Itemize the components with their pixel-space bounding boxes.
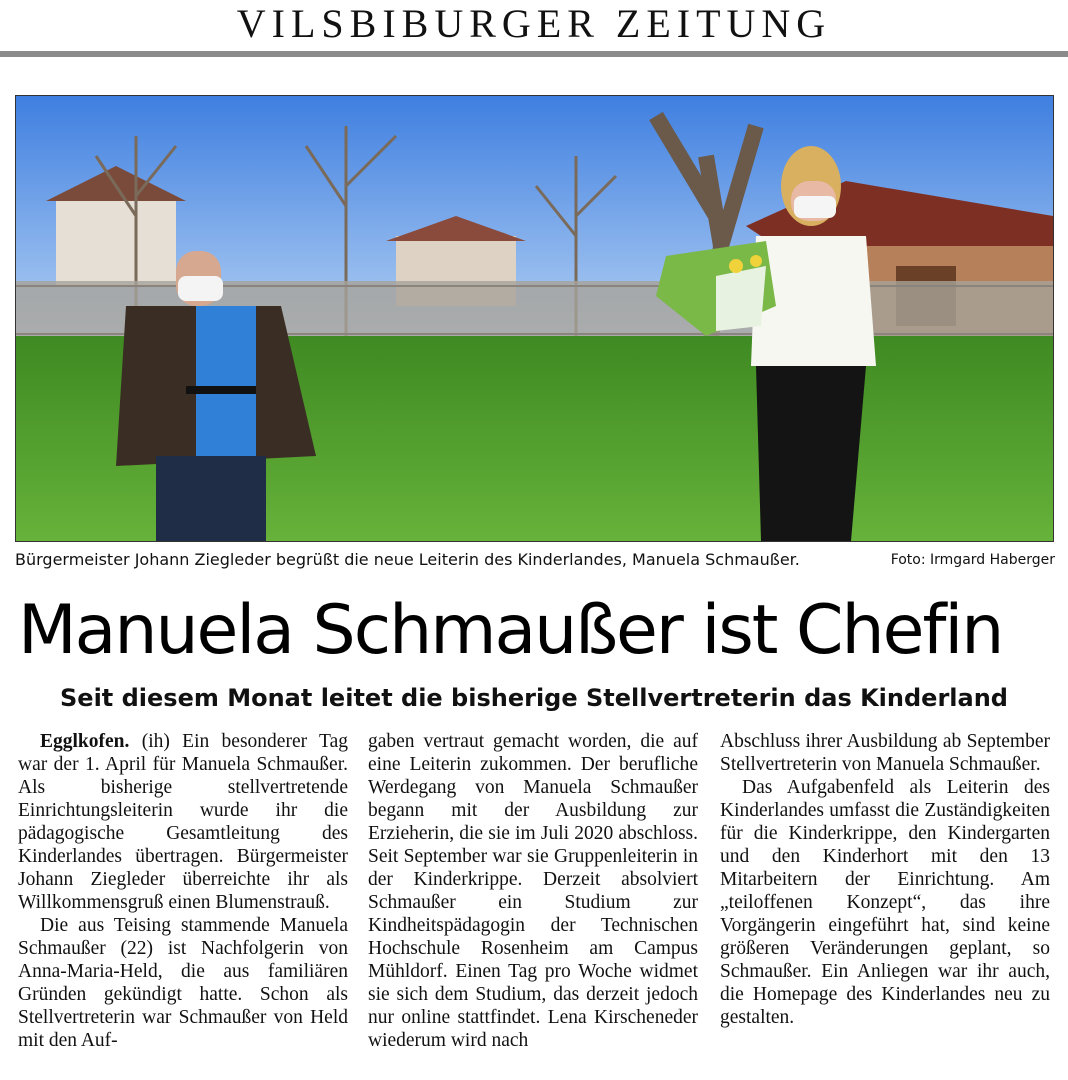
photo-caption-bar [15,546,1055,574]
article-paragraph: Das Aufgabenfeld als Leiterin des Kinderlandes umfasst die Zuständigkeiten für die Kinderkrippe, den Kindergarten und den Kinderhort mit den 13 Mitarbeitern der Einrichtung. Am „teiloffenen Konzept“, das ihre Vorgängerin eingeführt hat, sind keine größeren Veränderungen geplant, so Schmaußer. Ein Anliegen war ihr auch, die Homepage des Kinderlandes neu zu gestalten. [720,777,1050,1028]
article-dateline: Egglkofen. [40,731,130,752]
article-column-1 [18,730,348,1075]
article-paragraph: gaben vertraut gemacht worden, die auf eine Leiterin zukommen. Der berufliche Werdegang von Manuela Schmaußer begann mit der Ausbildung zur Erzieherin, die sie im Juli 2020 abschloss. Seit September war sie Gruppenleiterin in der Kinderkrippe. Derzeit absolviert Schmaußer ein Studium zur Kindheitspädagogin der Technischen Hochschule Rosenheim am Campus Mühldorf. Einen Tag pro Woche widmet sie sich dem Studium, das derzeit jedoch nur online stattfindet. Lena Kirscheneder wiederum wird nach [368,731,698,1051]
article-paragraph: Die aus Teising stammende Manuela Schmaußer (22) ist Nachfolgerin von Anna-Maria-Held, die aus familiären Gründen gekündigt hatte. Schon als Stellvertreterin war Schmaußer von Held mit den Auf- [18,915,348,1051]
article-column-2 [368,730,698,1075]
article-headline: Manuela Schmaußer ist Chefin [18,591,1003,670]
article-paragraph: (ih) Ein besonderer Tag war der 1. April für Manuela Schmaußer. Als bisherige stellvertretende Einrichtungsleiterin wurde ihr die pädagogische Gesamtleitung des Kinderlandes übertragen. Bürgermeister Johann Ziegleder überreichte ihr als Willkommensgruß einen Blumenstrauß. [18,731,348,913]
article-subheadline: Seit diesem Monat leitet die bisherige Stellvertreterin das Kinderland [60,684,1008,712]
photo-caption: Bürgermeister Johann Ziegleder begrüßt die neue Leiterin des Kinderlandes, Manuela Schmaußer. [15,550,800,569]
masthead-rule [0,51,1068,57]
photo-credit: Foto: Irmgard Haberger [890,552,1055,568]
article-photo [15,95,1054,542]
newspaper-masthead: VILSBIBURGER ZEITUNG [236,1,832,46]
article-paragraph: Abschluss ihrer Ausbildung ab September Stellvertreterin von Manuela Schmaußer. [720,731,1050,775]
article-column-3 [720,730,1050,1075]
